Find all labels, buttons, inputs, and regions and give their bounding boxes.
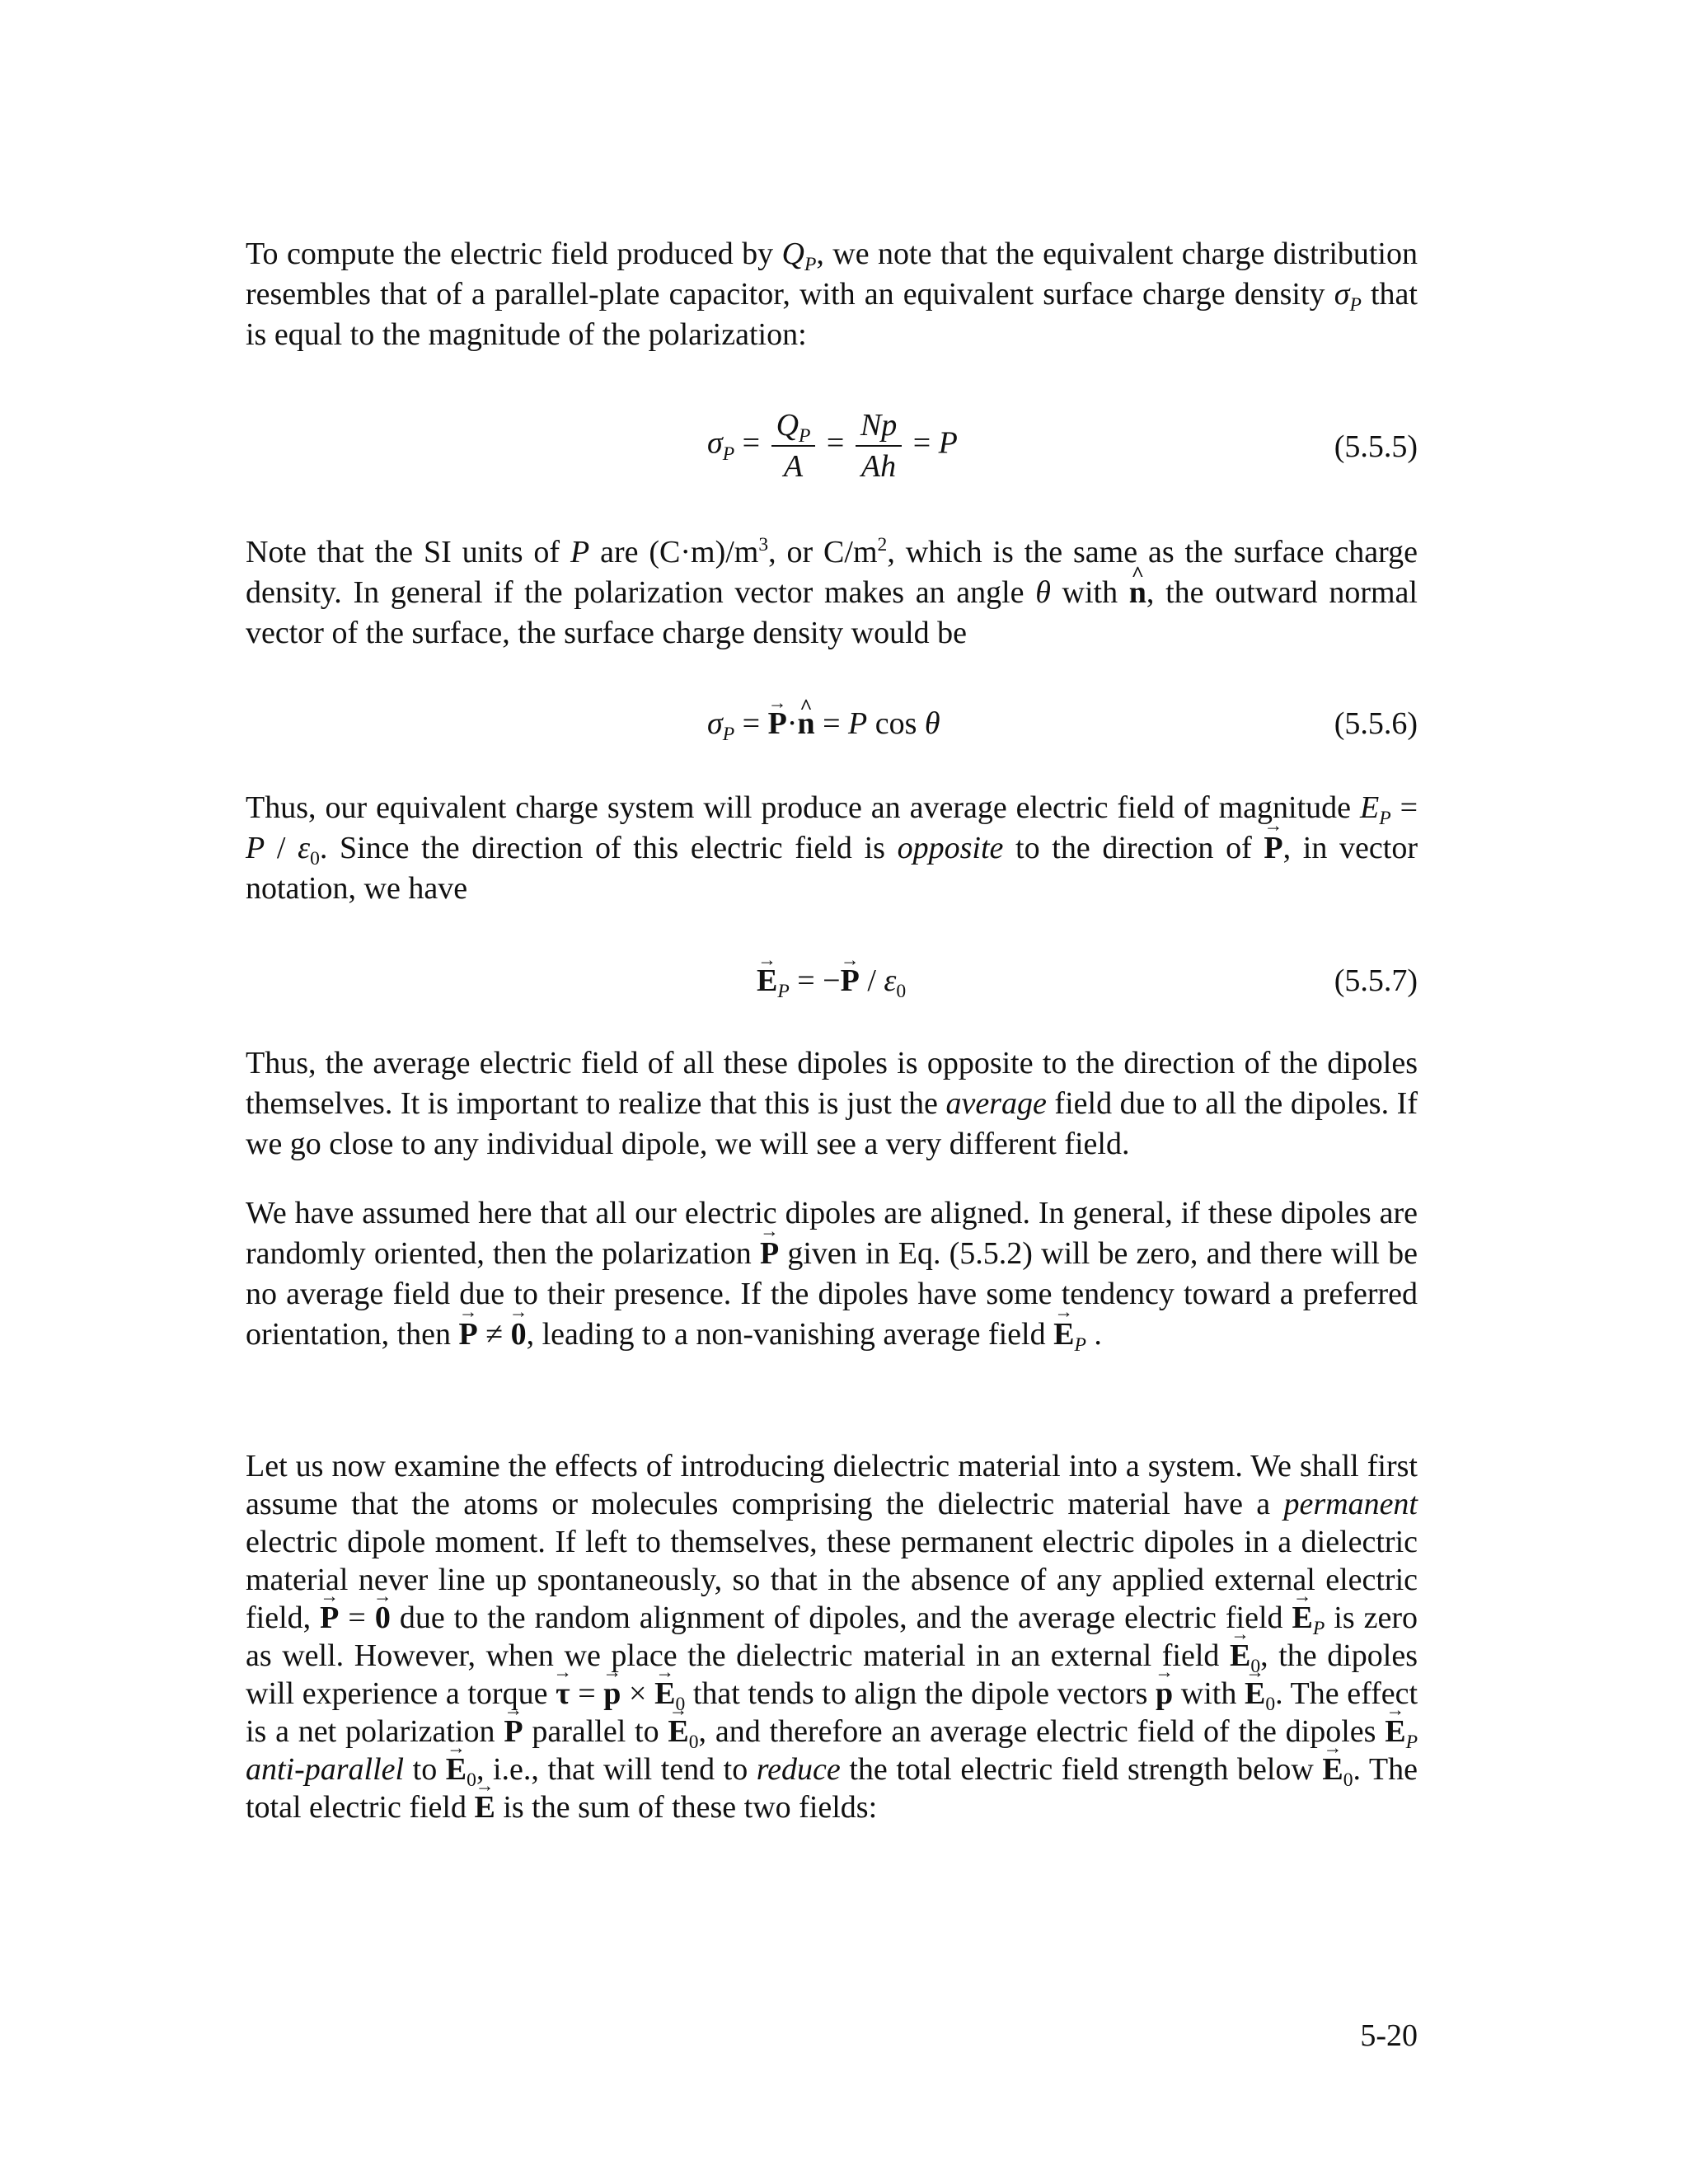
emphasis: anti-parallel	[246, 1752, 405, 1787]
equation-number: (5.5.5)	[1334, 429, 1418, 464]
text: , and therefore an average electric field of the dipoles	[698, 1714, 1386, 1749]
equation-number: (5.5.6)	[1334, 706, 1418, 741]
text: Thus, our equivalent charge system will produce an average electric field of magnitude	[246, 790, 1360, 825]
text: due to the random alignment of dipoles, and the average electric field	[390, 1601, 1292, 1635]
text: the total electric field strength below	[840, 1752, 1323, 1787]
text: , the dipoles will experience a torque	[246, 1638, 1418, 1711]
text: , in vector notation, we have	[246, 831, 1418, 906]
text: with	[1173, 1676, 1245, 1711]
text: Thus, the average electric field of all these dipoles is opposite to the direction of the dipoles themselves. It is important to realize that this is just the	[246, 1046, 1418, 1121]
text: We have assumed here that all our electric dipoles are aligned. In general, if these dipoles are randomly oriented, then the polarization	[246, 1196, 1418, 1271]
text: To compute the electric field produced by	[246, 237, 782, 271]
equation-5-5-7: → $E_P$ = −→ P / $\varepsilon_0$ (5.5.7)	[246, 963, 1418, 1037]
text: given in Eq. (5.5.2) will be zero, and there will be no average field due to their presence. If the dipoles have some tendency toward a preferred orientation, then	[246, 1236, 1418, 1352]
paragraph-6: Let us now examine the effects of introducing dielectric material into a system. We shall first assume that the atoms or molecules comprising the dielectric material have a permanent electric dipole moment. If left to themselves, these permanent electric dipoles in a dielectric material never line up spontaneously, so that in the absence of any applied external electric field, → P = → 0 due to the random alignment of dipoles, and the average electric field → $E_P$ is zero as well. However, when we place the dielectric material in an external field → $E_0$, the dipoles will experience a torque → τ = → p × → $E_0$ that tends to align the dipole vectors → p with → $E_0$. The effect is a net polarization → P parallel to → $E_0$, and therefore an average electric field of the dipoles → $E_P$ anti-parallel to → $E_0$, i.e., that will tend to reduce the total electric field strength below → $E_0$. The total electric field → E is the sum of these two fields:	[246, 1447, 1418, 1826]
text: Note that the SI units of	[246, 535, 570, 569]
paragraph-5: We have assumed here that all our electric dipoles are aligned. In general, if these dipoles are randomly oriented, then the polarization → P given in Eq. (5.5.2) will be zero, and there will be no average field due to their presence. If the dipoles have some tendency toward a preferred orientation, then → P ≠ → 0, leading to a non-vanishing average field → $E_P$ .	[246, 1193, 1418, 1355]
text: field due to all the dipoles. If we go close to any individual dipole, we will see a very different field.	[246, 1086, 1418, 1161]
text: to	[404, 1752, 446, 1787]
emphasis: average	[945, 1086, 1047, 1121]
emphasis: reduce	[756, 1752, 841, 1787]
text: electric dipole moment. If left to themselves, these permanent electric dipoles in a dielectric material never line up spontaneously, so that in the absence of any applied external electric field,	[246, 1525, 1418, 1635]
equation-5-5-6: $\sigma_P$ = → P·^ n = P cos θ (5.5.6)	[246, 705, 1418, 780]
text: is the sum of these two fields:	[495, 1790, 878, 1825]
paragraph-2: Note that the SI units of P are $(C\cdot m)/m^3$, or $C/m^2$, which is the same as the surface charge density. In general if the polarization vector makes an angle θ with ^ n, the outward normal vector of the surface, the surface charge density would be	[246, 532, 1418, 654]
text: to the direction of	[1003, 831, 1264, 865]
text: is zero as well. However, when we place the dielectric material in an external field	[246, 1601, 1418, 1673]
text: , i.e., that will tend to	[476, 1752, 757, 1787]
paragraph-4	[246, 1043, 1418, 1165]
text: that is equal to the magnitude of the polarization:	[246, 277, 1418, 352]
equation-number: (5.5.7)	[1334, 963, 1418, 998]
text: , leading to a non-vanishing average field	[526, 1317, 1054, 1352]
text: , which is the same as the surface charge density. In general if the polarization vector makes an angle	[246, 535, 1418, 610]
text: parallel to	[523, 1714, 668, 1749]
emphasis: opposite	[897, 831, 1004, 865]
text: Let us now examine the effects of introducing dielectric material into a system. We shall first assume that the atoms or molecules comprising the dielectric material have a	[246, 1449, 1418, 1521]
text: . The effect is a net polarization	[246, 1676, 1418, 1749]
text: are (C·m)/m	[589, 535, 759, 569]
text: , we note that the equivalent charge distribution resembles that of a parallel-plate capacitor, with an equivalent surface charge density	[246, 237, 1418, 312]
text: , the outward normal vector of the surface, the surface charge density would be	[246, 575, 1418, 650]
text: that tends to align the dipole vectors	[685, 1676, 1156, 1711]
paragraph-3: Thus, our equivalent charge system will produce an average electric field of magnitude $E_P = P / \varepsilon_0$. Since the direction of this electric field is opposite to the direction of → P, in vector notation, we have	[246, 788, 1418, 909]
emphasis: permanent	[1283, 1487, 1418, 1521]
equation-5-5-5: $\sigma_P$ = $\frac{Q_P}{A}$ = $\frac{Np}{Ah}$ = P (5.5.5)	[246, 409, 1418, 483]
paragraph-1: To compute the electric field produced by $Q_P$, we note that the equivalent charge distribution resembles that of a parallel-plate capacitor, with an equivalent surface charge density $\sigma_P$ that is equal to the magnitude of the polarization:	[246, 237, 1418, 352]
page-number: 5-20	[1360, 2018, 1418, 2053]
text: with	[1050, 575, 1129, 610]
text: , or C/m	[768, 535, 878, 569]
text: . Since the direction of this electric field is	[319, 831, 898, 865]
text: . The total electric field	[246, 1752, 1418, 1825]
